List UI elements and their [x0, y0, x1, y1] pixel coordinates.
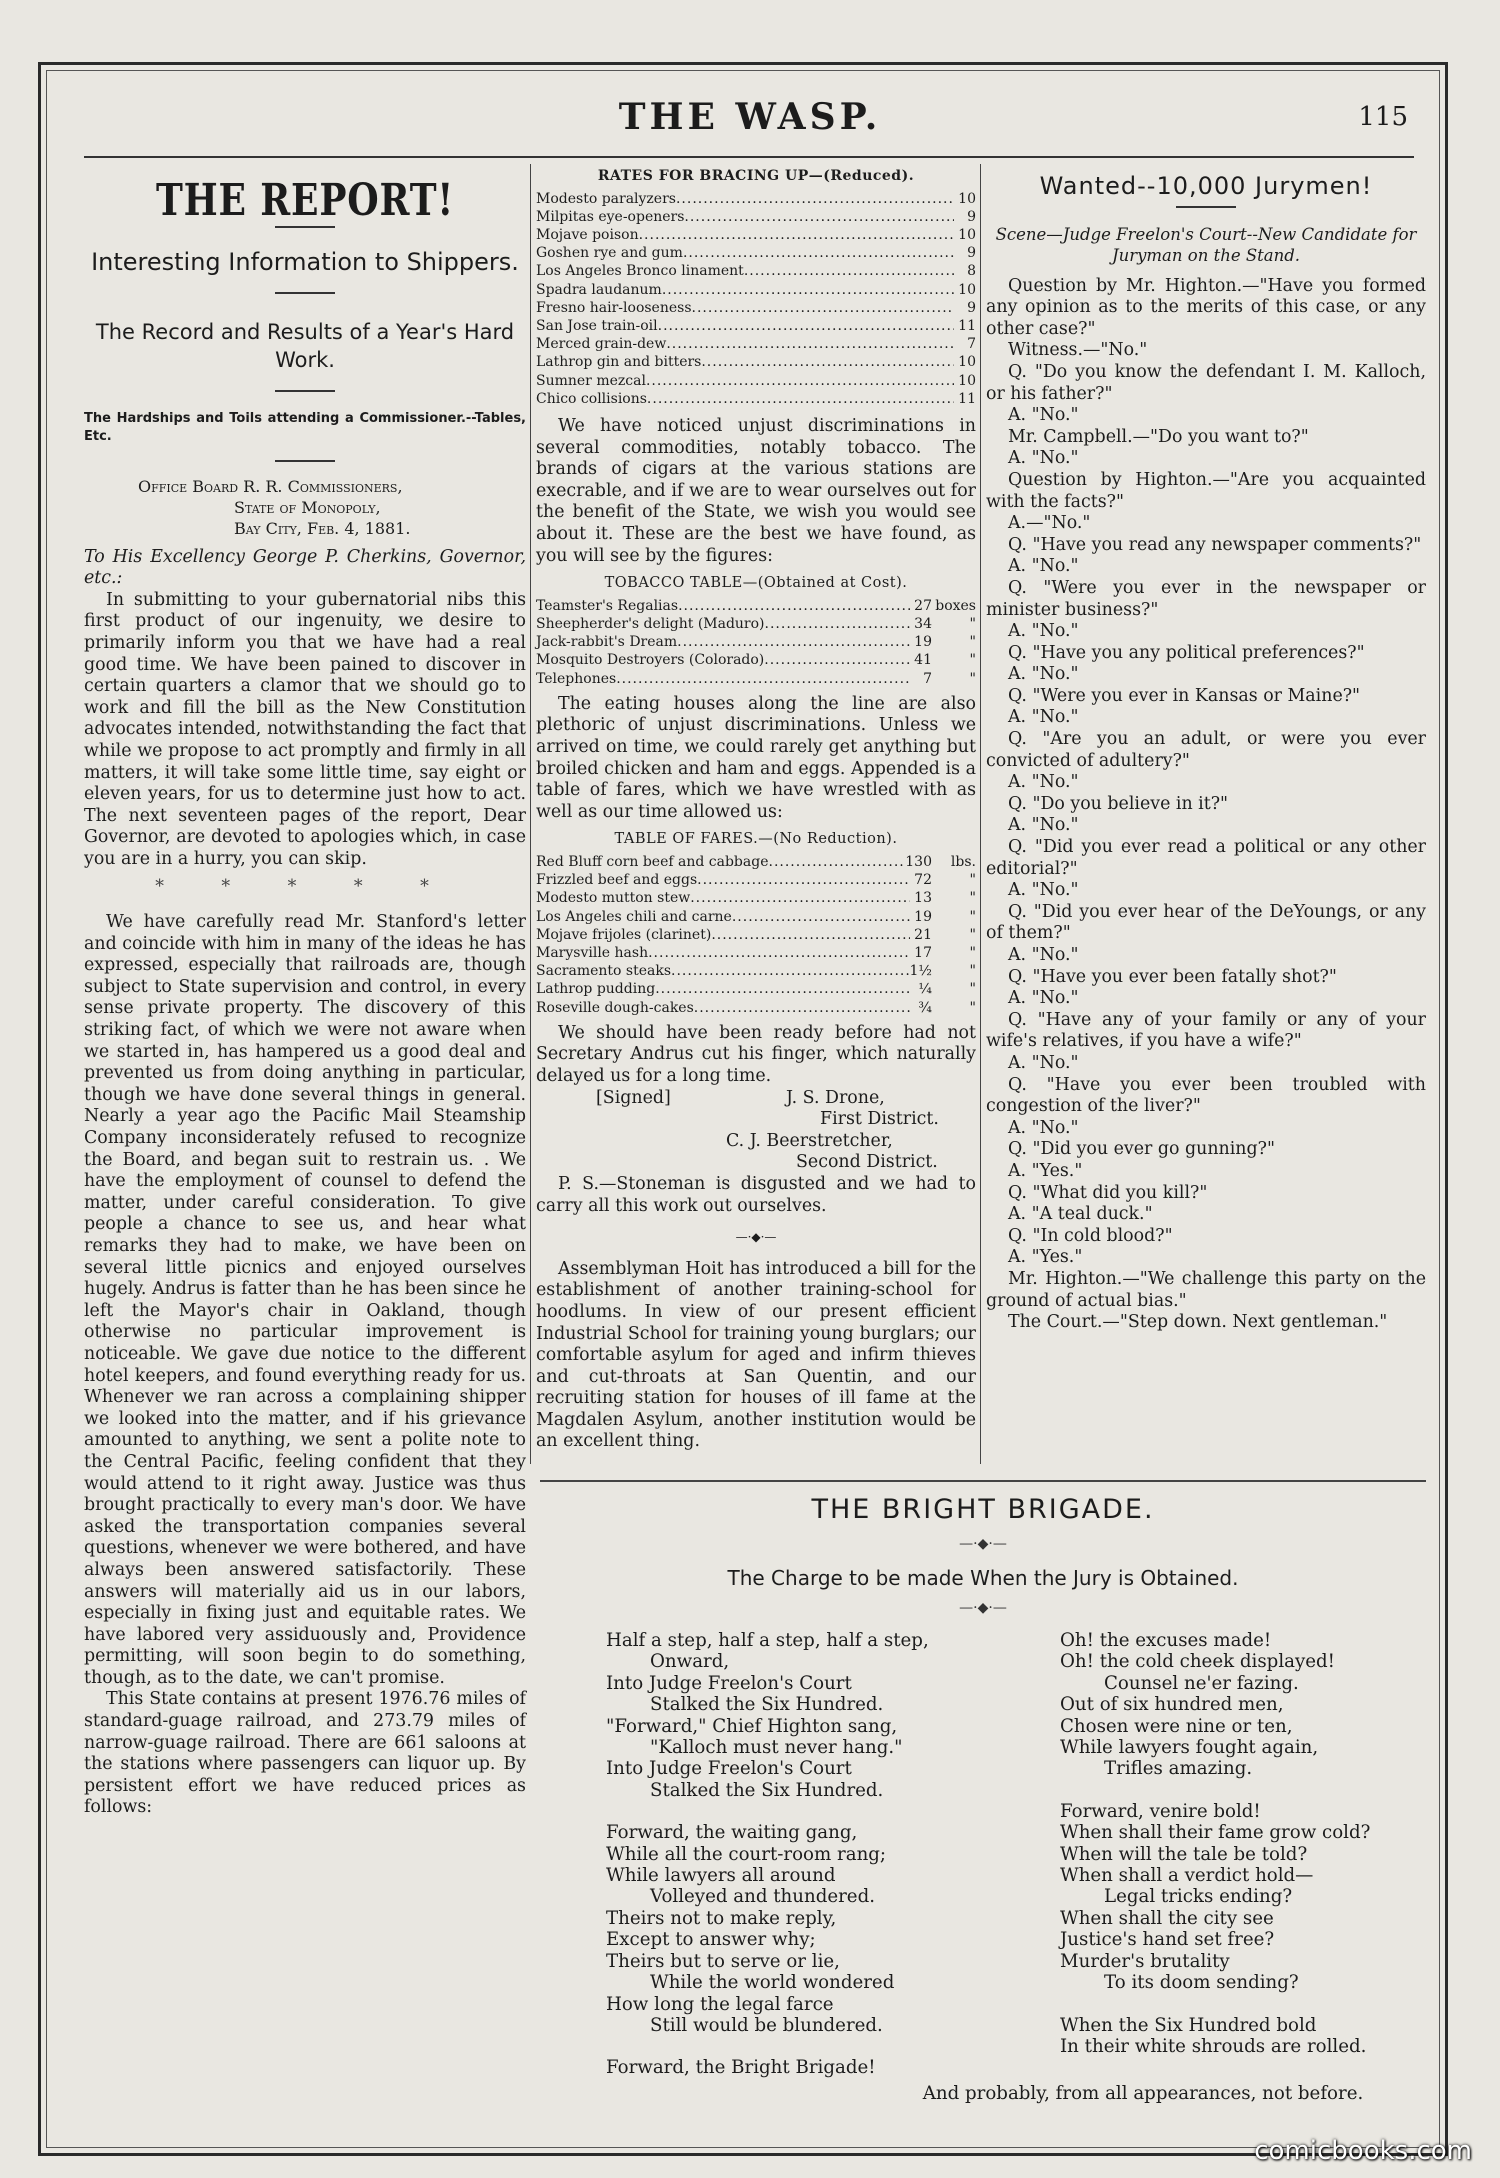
leader-dots — [765, 615, 910, 633]
header-rule — [84, 156, 1414, 158]
leader-dots — [692, 299, 954, 317]
question-line: Q. "Did you ever read a political or any other editorial?" — [986, 837, 1426, 879]
leader-dots — [647, 390, 954, 408]
table-row — [536, 390, 976, 408]
stars-separator: * * * * * — [155, 876, 455, 897]
poem-line: Half a step, half a step, half a step, — [606, 1630, 929, 1651]
question-line: Mr. Campbell.—"Do you want to?" — [1008, 426, 1309, 447]
poem-line: Theirs not to make reply, — [606, 1907, 837, 1929]
poem-line: Still would be blundered. — [650, 2014, 883, 2036]
poem-line: Justice's hand set free? — [1060, 1929, 1275, 1951]
table-row — [536, 299, 976, 317]
jurymen-title: Wanted--10,000 Jurymen! — [1039, 172, 1373, 200]
signatory-title: First District. — [820, 1109, 939, 1130]
leader-dots — [666, 335, 954, 353]
table-row — [536, 335, 976, 353]
row-unit: " — [969, 652, 976, 669]
report-subtitle-2: The Record and Results of a Year's Hard Work. — [95, 319, 515, 372]
row-name: Modesto paralyzers — [536, 190, 676, 207]
poem-line: Out of six hundred men, — [1060, 1694, 1284, 1716]
row-name: Marysville hash — [536, 944, 649, 961]
answer-line: A. "Yes." — [1008, 1247, 1083, 1268]
answer-line: A. "No." — [1008, 448, 1079, 469]
signatory-title: Second District. — [796, 1152, 938, 1173]
poem-line: Stalked the Six Hundred. — [650, 1694, 884, 1716]
leader-dots — [662, 281, 954, 299]
table-row — [536, 244, 976, 262]
stanza-gap — [606, 2036, 1026, 2057]
poem-line: Except to answer why; — [606, 1929, 816, 1951]
divider — [275, 292, 335, 294]
signed-label: [Signed] — [596, 1087, 671, 1108]
table-row — [536, 962, 976, 980]
column-tables — [536, 164, 976, 1453]
row-unit: " — [969, 615, 976, 632]
leader-dots — [671, 962, 910, 980]
tobacco-table — [536, 597, 976, 688]
answer-line: A. "No." — [1008, 405, 1079, 426]
column-divider-1 — [530, 164, 531, 1464]
row-name: Mojave frijoles (clarinet) — [536, 926, 712, 943]
brigade-closing: And probably, from all appearances, not before. — [922, 2083, 1364, 2104]
row-unit: " — [969, 981, 976, 998]
question-line: Q. "Do you believe in it?" — [1008, 793, 1229, 814]
poem-line: When shall a verdict hold— — [1060, 1865, 1314, 1887]
row-value: 41 — [914, 652, 932, 669]
brigade-subtitle: The Charge to be made When the Jury is Obtained. — [727, 1566, 1239, 1590]
row-name: Merced grain-dew — [536, 336, 667, 353]
report-title: THE REPORT! — [155, 175, 455, 226]
row-value: ¼ — [918, 981, 932, 998]
row-value: 10 — [958, 190, 976, 207]
row-name: Milpitas eye-openers — [536, 208, 685, 225]
office-line: State of Monopoly, — [234, 497, 381, 517]
table-row — [536, 615, 976, 633]
postscript: P. S.—Stoneman is disgusted and we had to carry all this work out ourselves. — [536, 1173, 976, 1216]
hoit-paragraph: Assemblyman Hoit has introduced a bill for the establishment of another training-school for hoodlums. In view of our present efficient Industrial School for training young burglars; our comfortable asylum for aged and infirm thieves and cut-throats at San Quentin, and our recruiting station for houses of ill fame at the Magdalen Asylum, another institution would be an excellent thing. — [536, 1258, 976, 1452]
row-unit: lbs. — [950, 853, 976, 870]
row-name: Telephones — [536, 670, 617, 687]
poem-line: While lawyers fought again, — [1060, 1737, 1319, 1759]
row-unit: " — [969, 634, 976, 651]
poem-line: When shall their fame grow cold? — [1060, 1822, 1371, 1844]
answer-line: A. "No." — [1008, 1052, 1079, 1073]
row-name: Sacramento steaks — [536, 963, 672, 980]
row-unit: " — [969, 926, 976, 943]
row-name: Frizzled beef and eggs — [536, 872, 698, 889]
poem-line: How long the legal farce — [606, 1993, 834, 2015]
table-row — [536, 944, 976, 962]
row-value: 10 — [958, 227, 976, 243]
table-row — [536, 633, 976, 651]
row-name: Mojave poison — [536, 227, 639, 243]
question-line: Q. "Did you ever hear of the DeYoungs, or any of them?" — [986, 901, 1426, 944]
tobacco-title: TOBACCO TABLE—(Obtained at Cost). — [604, 575, 908, 592]
row-name: Lathrop gin and bitters — [536, 354, 702, 371]
row-unit: " — [969, 944, 976, 961]
row-name: Sumner mezcal — [536, 372, 646, 389]
fares-paragraph: We should have been ready before had not Secretary Andrus cut his finger, which naturally delayed us for a long time. — [536, 1022, 976, 1086]
poem-line: Onward, — [650, 1651, 730, 1673]
rates-title: RATES FOR BRACING UP—(Reduced). — [597, 168, 915, 184]
watermark-logo: comicbooks.com — [1254, 2136, 1472, 2166]
question-line: Mr. Highton.—"We challenge this party on the ground of actual bias." — [986, 1268, 1426, 1311]
answer-line: A. "No." — [1008, 1117, 1079, 1138]
answer-line: A. "A teal duck." — [1008, 1204, 1153, 1225]
poem-line: Into Judge Freelon's Court — [606, 1758, 852, 1780]
row-value: 13 — [914, 890, 932, 907]
row-unit: " — [969, 872, 976, 889]
poem-right-column — [1060, 1630, 1420, 2057]
leader-dots — [690, 889, 910, 907]
poem-line: While the world wondered — [650, 1972, 895, 1994]
row-value: 17 — [914, 944, 932, 961]
fares-table — [536, 853, 976, 1017]
jurymen-scene: Scene—Judge Freelon's Court--New Candidate for Juryman on the Stand. — [995, 224, 1417, 265]
row-name: Modesto mutton stew — [536, 890, 691, 907]
answer-line: A.—"No." — [1008, 513, 1091, 534]
row-name: Los Angeles Bronco linament — [536, 263, 744, 280]
poem-line: Trifles amazing. — [1104, 1758, 1253, 1780]
leader-dots — [764, 651, 910, 669]
row-value: 21 — [914, 926, 932, 943]
leader-dots — [616, 670, 910, 688]
office-line: Bay City, Feb. 4, 1881. — [234, 518, 411, 538]
leader-dots — [677, 633, 910, 651]
poem-line: To its doom sending? — [1104, 1972, 1299, 1994]
divider — [1176, 206, 1236, 208]
column-divider-2 — [980, 164, 981, 1464]
column-report — [84, 164, 526, 1819]
question-line: The Court.—"Step down. Next gentleman." — [1008, 1312, 1388, 1333]
table-row — [536, 226, 976, 244]
row-unit: " — [969, 908, 976, 925]
brigade-title: THE BRIGHT BRIGADE. — [811, 1494, 1155, 1525]
poem-line: When the Six Hundred bold — [1060, 2014, 1317, 2036]
row-value: 1½ — [909, 963, 932, 980]
leader-dots — [711, 926, 910, 944]
poem-line: When will the tale be told? — [1060, 1843, 1308, 1865]
question-line: Question by Highton.—"Are you acquainted with the facts?" — [986, 469, 1426, 512]
row-unit: boxes — [935, 597, 976, 614]
table-row — [536, 190, 976, 208]
table-row — [536, 281, 976, 299]
poem-line: Into Judge Freelon's Court — [606, 1672, 852, 1694]
row-value: 11 — [958, 318, 976, 335]
table-row — [536, 317, 976, 335]
leader-dots — [769, 853, 906, 871]
row-value: 72 — [914, 872, 932, 889]
leader-dots — [648, 944, 910, 962]
row-value: 34 — [914, 615, 932, 632]
row-name: Fresno hair-looseness — [536, 299, 692, 316]
leader-dots — [655, 980, 910, 998]
ornament-separator — [721, 1227, 791, 1249]
row-name: Spadra laudanum — [536, 281, 662, 298]
row-value: 8 — [967, 263, 976, 280]
report-subtitle: Interesting Information to Shippers. — [91, 247, 519, 276]
stanza-gap — [606, 1801, 1026, 1822]
signature-block — [536, 1088, 976, 1174]
row-value: 9 — [967, 299, 976, 316]
question-line: Q. "Are you an adult, or were you ever convicted of adultery?" — [986, 729, 1426, 771]
leader-dots — [701, 353, 954, 371]
row-name: Red Bluff corn beef and cabbage — [536, 853, 769, 870]
poem-line: In their white shrouds are rolled. — [1060, 2035, 1367, 2057]
row-value: 9 — [967, 245, 976, 262]
jurymen-dialogue — [986, 276, 1426, 1334]
table-row — [536, 889, 976, 907]
row-name: Sheepherder's delight (Maduro) — [536, 615, 765, 632]
question-line: Q. "Do you know the defendant I. M. Kalloch, or his father?" — [986, 361, 1426, 404]
table-row — [536, 908, 976, 926]
answer-line: A. "No." — [1008, 621, 1079, 642]
row-value: 19 — [914, 908, 932, 925]
page-number: 115 — [1358, 102, 1408, 132]
row-value: 10 — [958, 354, 976, 371]
answer-line: A. "No." — [1008, 880, 1079, 901]
answer-line: A. "No." — [1008, 772, 1079, 793]
question-line: Q. "Were you ever in Kansas or Maine?" — [1008, 685, 1361, 706]
stanza-gap — [1060, 1780, 1420, 1801]
report-paragraph: In submitting to your gubernatorial nibs this first product of our ingenuity, we desire to primarily inform you that we have had a real good time. We have been pained to discover in certain quarters a clamor that we should go to work and fill the bill as the New Constitution advocates intended, notwithstanding the fact that while we propose to act promptly and firmly in all matters, it will take some little time, say eight or eleven years, for us to determine just how to act. The next seventeen pages of the report, Dear Governor, are devoted to apologies which, in case you are in a hurry, you can skip. — [84, 589, 526, 869]
poem-line: Forward, the waiting gang, — [606, 1822, 858, 1844]
leader-dots — [694, 999, 910, 1017]
table-row — [536, 980, 976, 998]
masthead-title: THE WASP. — [618, 96, 882, 138]
answer-line: A. "No." — [1008, 945, 1079, 965]
table-row — [536, 208, 976, 226]
row-value: 19 — [914, 634, 932, 651]
poem-line: Theirs but to serve or lie, — [606, 1950, 840, 1972]
leader-dots — [697, 871, 910, 889]
row-unit: " — [969, 999, 976, 1016]
answer-line: A. "No." — [1008, 988, 1079, 1009]
report-paragraph: We have carefully read Mr. Stanford's letter and coincide with him in many of the ideas he has expressed, especially that railroads are, though subject to State supervision and control, in every sense private property. The discovery of this striking fact, of which we were not aware when we started in, has hampered us a good deal and prevented us from doing anything in particular, though we have done several things in general. Nearly a year ago the Pacific Mail Steamship Company inconsiderately refused to recognize the Board, and began suit to restrain us. . We have the employment of counsel to defend the matter, under careful consideration. To give people a chance to see us, and hear what remarks they had to make, we have been on several little picnics and enjoyed ourselves hugely. Andrus is fatter than he has been since he left the Mayor's chair in Oakland, though otherwise no particular improvement is noticeable. We gave due notice to the different hotel keepers, and found everything ready for us. Whenever we ran across a complaining shipper we looked into the matter, and if his grievance amounted to anything, we sent a polite note to the Central Pacific, feeling confident that they would attend to it right away. Justice was thus brought practically to every man's door. We have asked the transportation companies several questions, whenever we were bothered, and have always been answered satisfactorily. These answers will materially aid us in our labors, especially in fixing just and equitable rates. We have labored very assiduously and, Providence permitting, will soon begin to do something, though, as to the date, we can't promise. — [84, 912, 526, 1688]
report-deck: The Hardships and Toils attending a Commissioner.--Tables, Etc. — [84, 410, 526, 444]
brigade-rule — [540, 1480, 1426, 1482]
table-row — [536, 372, 976, 390]
signatory-name: J. S. Drone, — [786, 1087, 885, 1108]
ornament-separator — [943, 1536, 1023, 1552]
row-value: 11 — [958, 390, 976, 407]
table-row — [536, 926, 976, 944]
question-line: Q. "Have you read any newspaper comments?" — [1008, 534, 1422, 555]
row-name: Roseville dough-cakes — [536, 999, 694, 1016]
poem-line: When shall the city see — [1060, 1907, 1274, 1929]
row-name: Chico collisions — [536, 390, 647, 407]
answer-line: A. "No." — [1008, 556, 1079, 577]
column-jurymen — [986, 164, 1426, 1334]
leader-dots — [683, 244, 954, 262]
salutation: To His Excellency George P. Cherkins, Governor, etc.: — [84, 546, 526, 589]
tobacco-paragraph: The eating houses along the line are also plethoric of unjust discriminations. Unless we arrived on time, we could rarely get anything but broiled chicken and ham and eggs. Appended is a table of fares, which we have wrestled with as well as our time allowed us: — [536, 693, 976, 822]
answer-line: A. "Yes." — [1008, 1160, 1083, 1181]
poem-line: Chosen were nine or ten, — [1060, 1715, 1293, 1737]
table-row — [536, 353, 976, 371]
row-value: 10 — [958, 281, 976, 298]
rates-paragraph: We have noticed unjust discriminations in several commodities, notably tobacco. The brands of cigars at the various stations are execrable, and if we are to wear ourselves out for the benefit of the State, we wish you would see about it. These are the best we have found, as you will see by the figures: — [536, 416, 976, 566]
question-line: Q. "Were you ever in the newspaper or minister business?" — [986, 577, 1426, 620]
poem-line: Forward, the Bright Brigade! — [606, 2057, 876, 2079]
divider — [275, 390, 335, 392]
leader-dots — [639, 226, 954, 244]
row-value: 7 — [967, 336, 976, 353]
question-line: Q. "What did you kill?" — [1008, 1182, 1208, 1203]
divider — [275, 460, 335, 462]
signatory-name: C. J. Beerstretcher, — [726, 1130, 893, 1151]
leader-dots — [658, 317, 954, 335]
row-value: 7 — [923, 670, 932, 687]
table-row — [536, 871, 976, 889]
answer-line: A. "No." — [1008, 815, 1079, 836]
answer-line: A. "No." — [1008, 664, 1079, 685]
leader-dots — [684, 208, 954, 226]
row-value: ¾ — [918, 999, 932, 1016]
leader-dots — [678, 597, 910, 615]
row-value: 130 — [905, 853, 932, 870]
row-name: Teamster's Regalias — [536, 597, 679, 614]
poem-line: Counsel ne'er fazing. — [1104, 1672, 1299, 1694]
poem-line: Oh! the excuses made! — [1060, 1630, 1272, 1651]
poem-line: Stalked the Six Hundred. — [650, 1779, 884, 1801]
poem-line: While lawyers all around — [606, 1865, 836, 1887]
poem-left-column — [606, 1630, 1026, 2079]
row-name: Lathrop pudding — [536, 981, 656, 998]
poem-line: Murder's brutality — [1060, 1950, 1230, 1972]
fares-title: TABLE OF FARES.—(No Reduction). — [614, 831, 898, 848]
stanza-gap — [1060, 1994, 1420, 2015]
poem-line: Forward, venire bold! — [1060, 1800, 1261, 1822]
answer-line: Witness.—"No." — [1008, 340, 1148, 361]
office-line: Office Board R. R. Commissioners, — [138, 476, 403, 496]
row-unit: " — [969, 670, 976, 687]
question-line: Question by Mr. Highton.—"Have you formed any opinion as to the merits of this case, or any other case?" — [986, 275, 1426, 339]
poem-line: "Kalloch must never hang." — [650, 1737, 903, 1759]
row-name: Mosquito Destroyers (Colorado) — [536, 652, 765, 669]
poem-line: Volleyed and thundered. — [650, 1886, 875, 1908]
row-name: Los Angeles chili and carne — [536, 908, 732, 925]
leader-dots — [646, 372, 954, 390]
leader-dots — [676, 190, 954, 208]
table-row — [536, 262, 976, 280]
question-line: Q. "Did you ever go gunning?" — [1008, 1139, 1275, 1160]
question-line: Q. "Have you ever been troubled with congestion of the liver?" — [986, 1074, 1426, 1117]
table-row — [536, 670, 976, 688]
row-value: 10 — [958, 372, 976, 389]
rates-table — [536, 190, 976, 408]
row-unit: " — [969, 963, 976, 980]
question-line: Q. "Have you any political preferences?" — [1008, 642, 1365, 663]
row-name: Jack-rabbit's Dream — [536, 634, 678, 651]
table-row — [536, 999, 976, 1017]
report-paragraph: This State contains at present 1976.76 miles of standard-guage railroad, and 273.79 miles of narrow-guage railroad. There are 661 saloons at the stations where passengers can liquor up. By persistent effort we have reduced prices as follows: — [84, 1689, 526, 1818]
office-address — [84, 476, 526, 539]
poem-line: Oh! the cold cheek displayed! — [1060, 1651, 1335, 1673]
row-name: San Jose train-oil — [536, 318, 658, 335]
poem-line: While all the court-room rang; — [606, 1843, 887, 1865]
answer-line: A. "No." — [1008, 707, 1079, 728]
question-line: Q. "Have you ever been fatally shot?" — [1008, 966, 1337, 987]
table-row — [536, 853, 976, 871]
row-value: 9 — [967, 208, 976, 225]
leader-dots — [744, 262, 954, 280]
row-value: 27 — [914, 597, 932, 614]
row-name: Goshen rye and gum — [536, 245, 683, 262]
question-line: Q. "In cold blood?" — [1008, 1225, 1173, 1246]
poem-line: Legal tricks ending? — [1104, 1886, 1293, 1908]
table-row — [536, 597, 976, 615]
poem-line: "Forward," Chief Highton sang, — [606, 1715, 898, 1737]
question-line: Q. "Have any of your family or any of your wife's relatives, if you have a wife?" — [986, 1009, 1426, 1052]
ornament-separator — [943, 1600, 1023, 1616]
row-unit: " — [969, 890, 976, 907]
table-row — [536, 651, 976, 669]
leader-dots — [732, 908, 910, 926]
